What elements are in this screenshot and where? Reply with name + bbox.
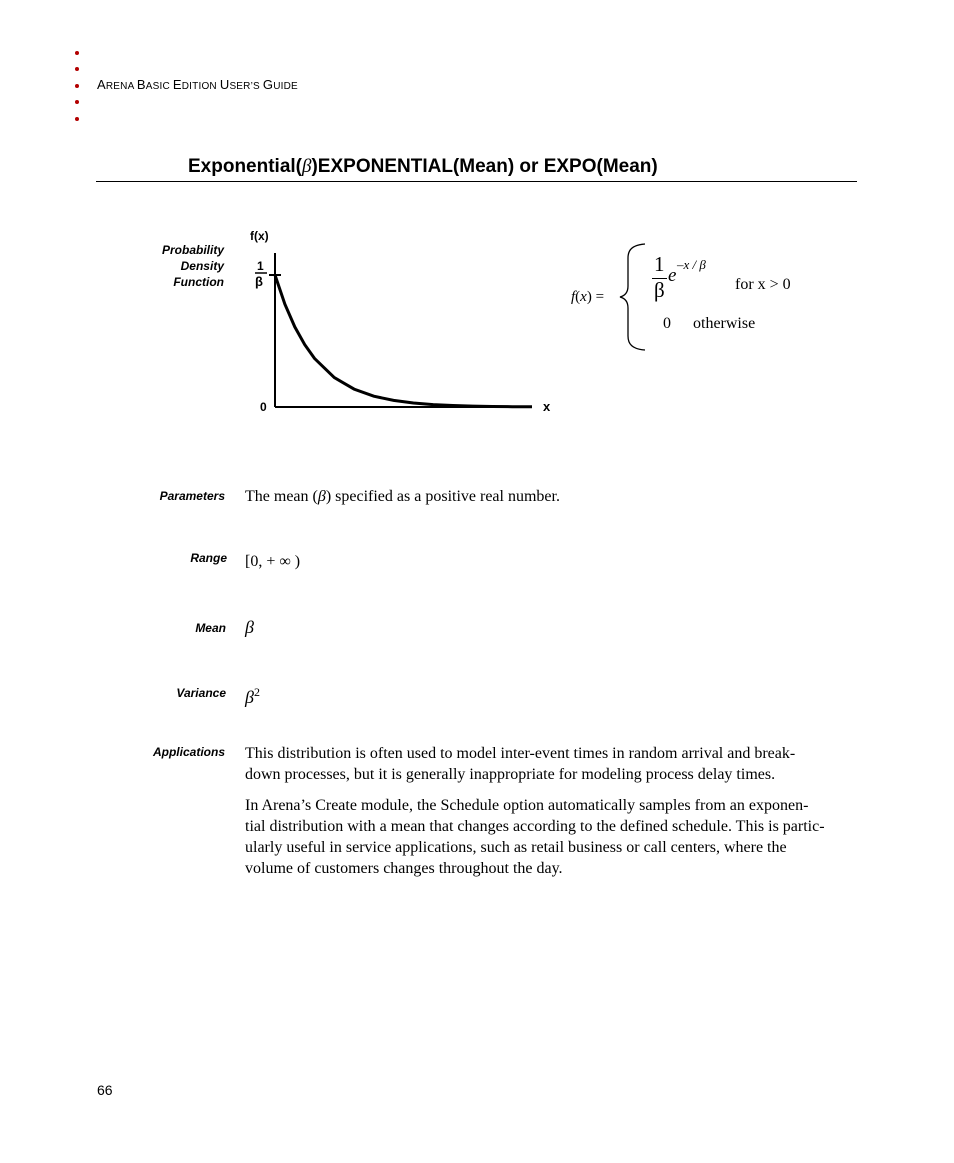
- case2-condition: otherwise: [693, 315, 756, 332]
- applications-line: volume of customers changes throughout the day.: [245, 860, 563, 877]
- case2-value: 0: [663, 315, 671, 332]
- case1-exponent: –x / β: [677, 257, 706, 272]
- parameters-label: Parameters: [159, 489, 225, 503]
- margin-bullet: [75, 51, 79, 55]
- section-title: Exponential(β)EXPONENTIAL(Mean) or EXPO(Mean): [188, 156, 658, 177]
- case1-denominator: β: [654, 278, 665, 302]
- pdf-formula: [560, 240, 860, 355]
- margin-bullet: [75, 117, 79, 121]
- page-number: 66: [97, 1082, 113, 1098]
- pdf-label-line: Density: [180, 259, 224, 273]
- pdf-curve: [275, 275, 532, 407]
- applications-line: This distribution is often used to model inter-event times in random arrival and break-: [245, 745, 796, 762]
- title-rule: [96, 181, 857, 182]
- formula-lhs: f(x) =: [571, 289, 605, 305]
- applications-line: down processes, but it is generally inappropriate for modeling process delay times.: [245, 766, 776, 783]
- x-axis-label: x: [543, 399, 551, 414]
- range-label: Range: [190, 551, 227, 565]
- pdf-chart: [248, 225, 568, 425]
- y-tick-numerator: 1: [257, 259, 264, 273]
- parameters-text: [245, 486, 560, 507]
- case1-numerator: 1: [654, 252, 665, 276]
- variance-value: [245, 682, 260, 708]
- variance-exponent: 2: [253, 685, 260, 699]
- left-brace: [618, 242, 648, 352]
- applications-line: ularly useful in service applications, such as retail business or call centers, where the: [245, 839, 787, 856]
- applications-line: In Arena’s Create module, the Schedule option automatically samples from an exponen-: [245, 797, 809, 814]
- origin-label: 0: [260, 400, 267, 414]
- mean-value: β: [245, 617, 254, 637]
- y-tick-denominator: β: [255, 274, 263, 289]
- mean-label: Mean: [195, 621, 226, 635]
- y-axis-label: f(x): [250, 229, 269, 243]
- case1-condition: for x > 0: [735, 276, 791, 293]
- margin-bullet: [75, 67, 79, 71]
- variance-label: Variance: [176, 686, 226, 700]
- case1-base: e: [668, 265, 677, 286]
- pdf-label-line: Probability: [161, 243, 224, 257]
- running-header: ARENA BASIC EDITION USER’S GUIDE: [97, 77, 298, 92]
- applications-para-1: [245, 743, 865, 785]
- variance-base: β: [245, 687, 254, 707]
- parameters-value: The mean (β) specified as a positive real number.: [245, 488, 560, 505]
- applications-label: Applications: [152, 745, 225, 759]
- pdf-label: [120, 242, 224, 290]
- pdf-label-line: Function: [173, 275, 224, 289]
- margin-bullet: [75, 84, 79, 88]
- applications-line: tial distribution with a mean that changes according to the defined schedule. This is partic-: [245, 818, 825, 835]
- range-value: [0, + ∞ ): [245, 553, 301, 570]
- margin-bullet: [75, 100, 79, 104]
- beta-symbol: β: [317, 488, 326, 505]
- applications-para-2: [245, 795, 865, 879]
